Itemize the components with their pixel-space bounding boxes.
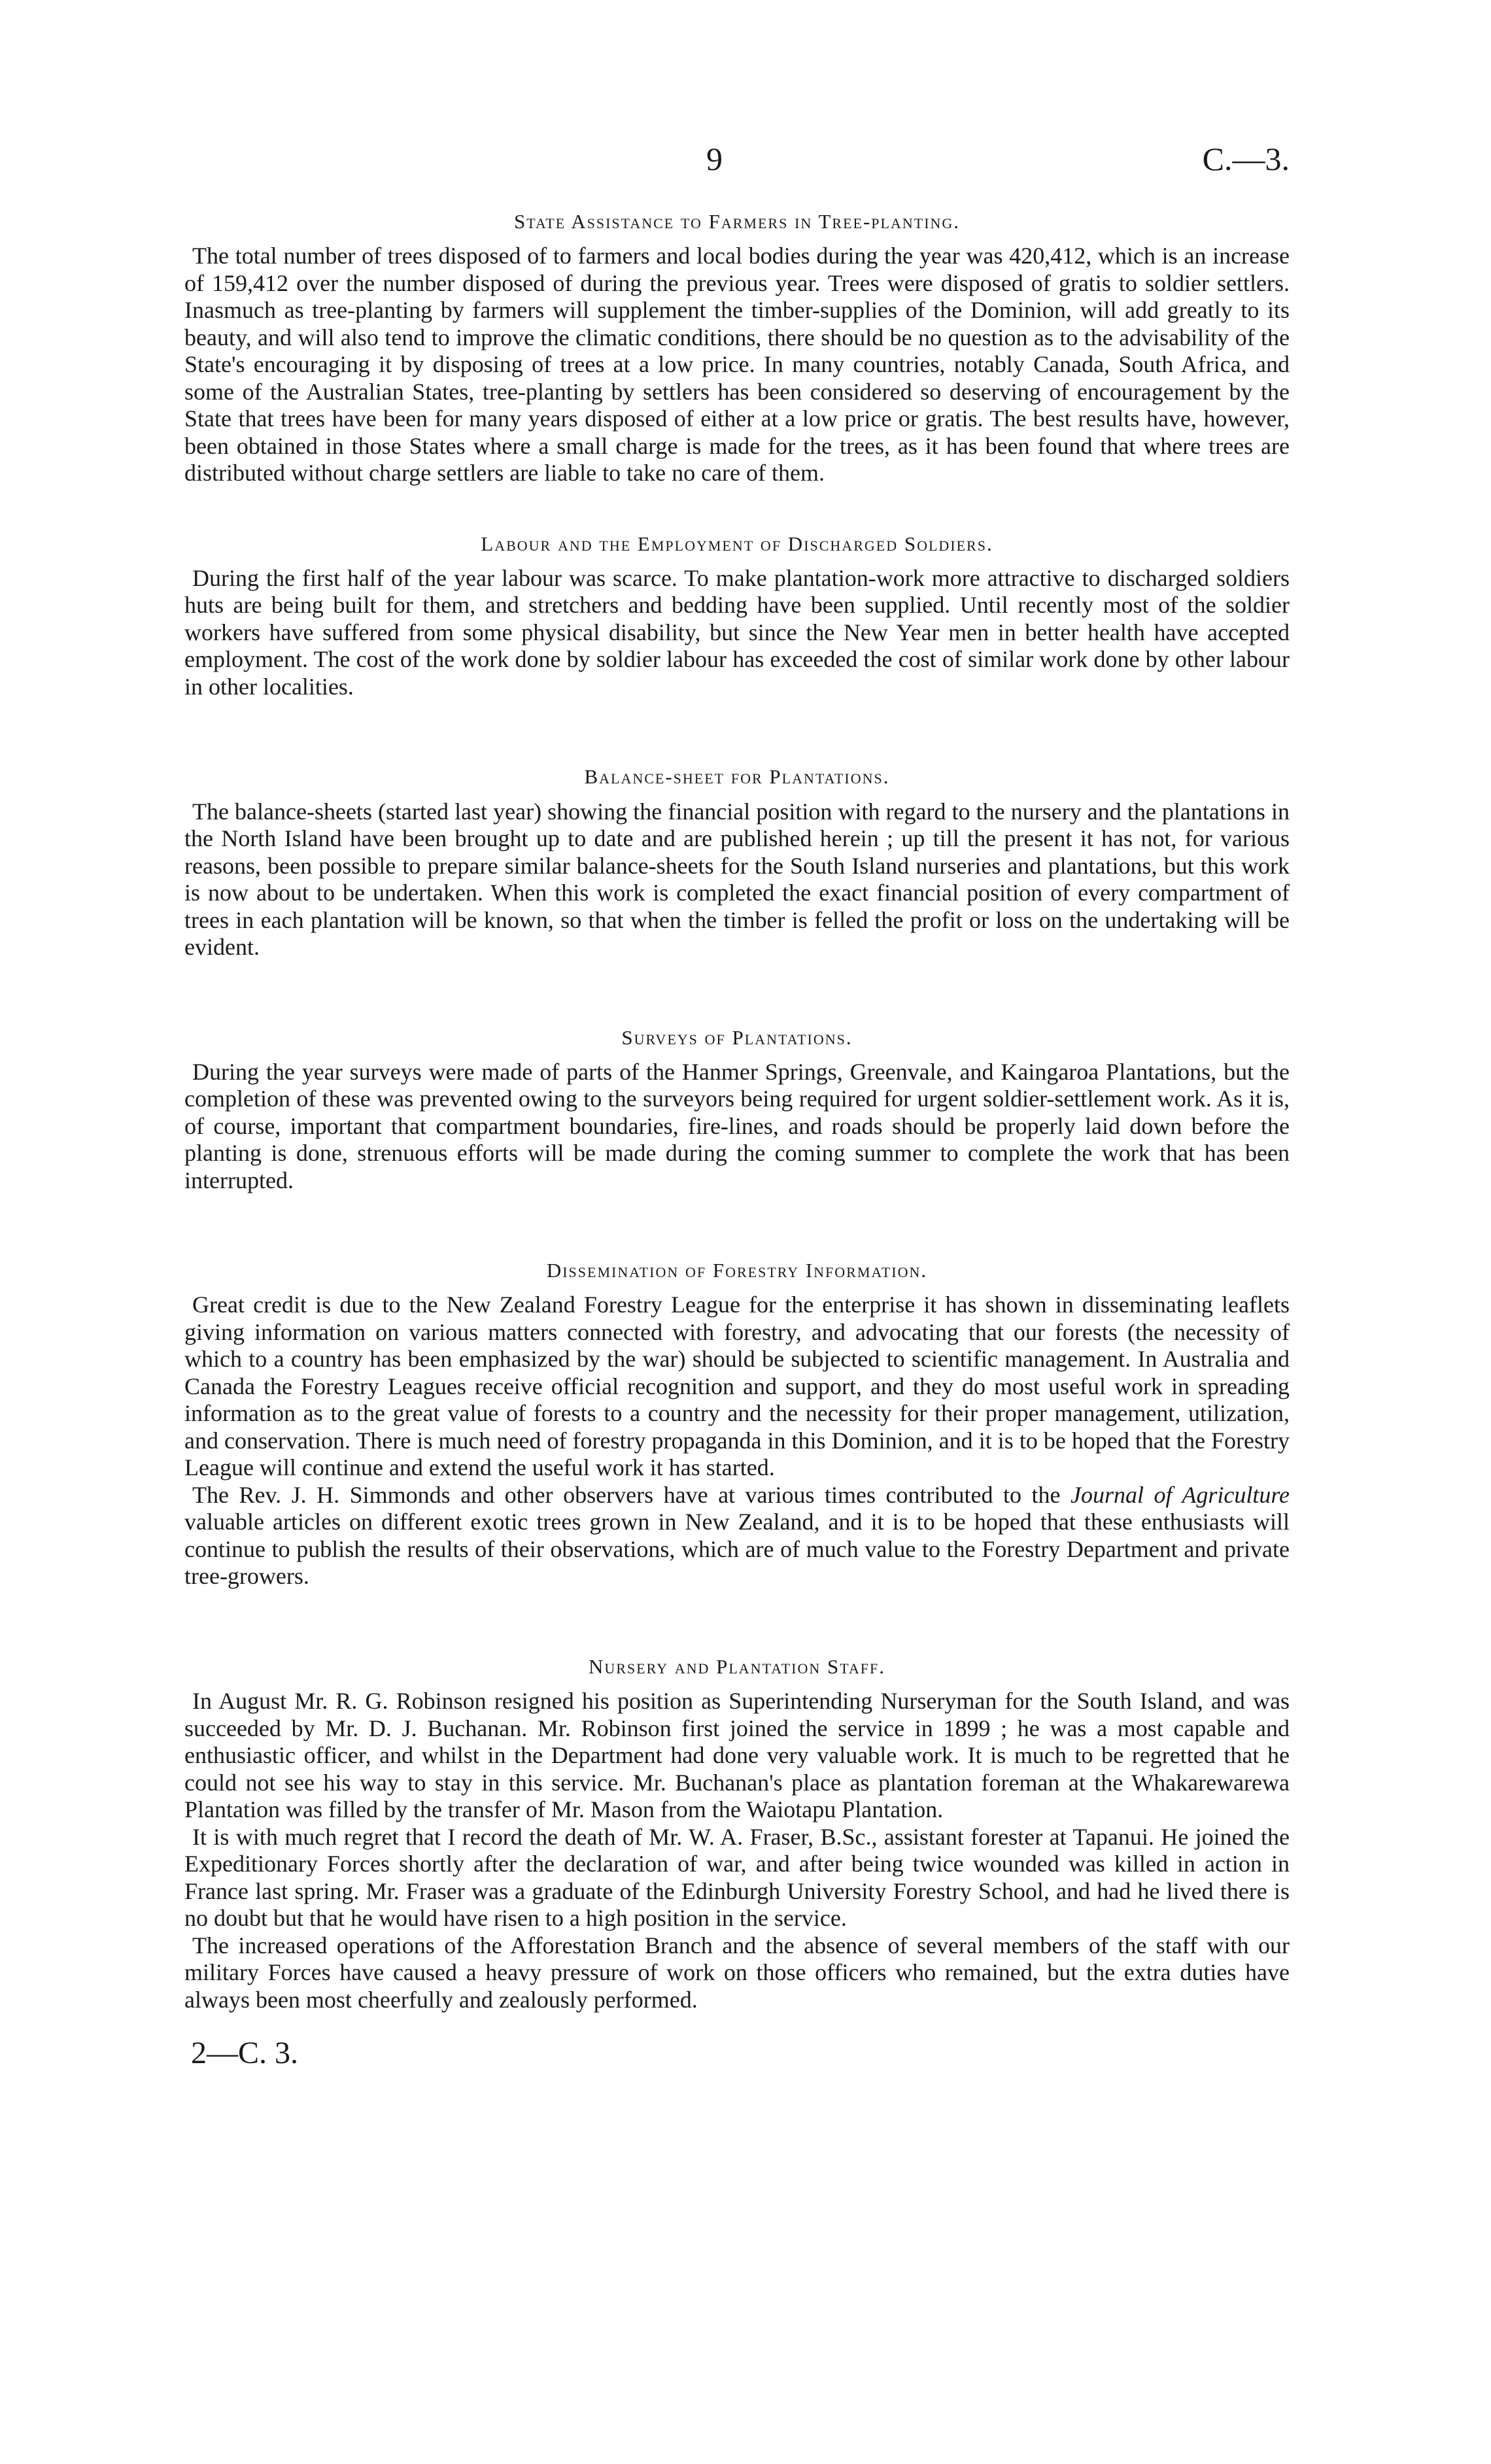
- paragraph-rev-simmonds: [184, 1482, 1290, 1590]
- section-labour: [184, 532, 1290, 701]
- paragraph: It is with much regret that I record the death of Mr. W. A. Fraser, B.Sc., assistant forester at Tapanui. He joined the Expeditionary Forces shortly after the declaration of war, and after being twice wounded was killed in action in France last spring. Mr. Fraser was a graduate of the Edinburgh University Forestry School, and had he lived there is no doubt but that he would have risen to a high position in the service.: [184, 1823, 1290, 1932]
- section-heading: Nursery and Plantation Staff.: [588, 1654, 886, 1678]
- text-span: valuable articles on different exotic trees grown in New Zealand, and it is to be hoped that these enthusiasts will continue to publish the results of their observations, which are of much value to the Forestry Department and private tree-growers.: [184, 1509, 1290, 1590]
- page-signature: 2—C. 3.: [191, 2036, 299, 2071]
- section-heading: State Assistance to Farmers in Tree-planting.: [513, 210, 961, 233]
- section-heading: Balance-sheet for Plantations.: [584, 765, 890, 789]
- section-heading: Surveys of Plantations.: [621, 1025, 853, 1049]
- paragraph: During the year surveys were made of parts of the Hanmer Springs, Greenvale, and Kaingaroa Plantations, but the completion of these was prevented owing to the surveyors being required for urgent soldier-settlement work. As it is, of course, important that compartment boundaries, fire-lines, and roads should be properly laid down before the planting is done, strenuous efforts will be made during the coming summer to complete the work that has been interrupted.: [184, 1058, 1290, 1193]
- page-reference: C.—3.: [1202, 141, 1290, 177]
- paragraph: Great credit is due to the New Zealand Forestry League for the enterprise it has shown in disseminating leaflets giving information on various matters connected with forestry, and advocating that our forests (the necessity of which to a country has been emphasized by the war) should be subjected to scientific management. In Australia and Canada the Forestry Leagues receive official recognition and support, and they do most useful work in spreading information as to the great value of forests to a country and the necessity for their proper management, utilization, and conservation. There is much need of forestry propaganda in this Dominion, and it is to be hoped that the Forestry League will continue and extend the useful work it has started.: [184, 1292, 1290, 1481]
- paragraph: The increased operations of the Afforestation Branch and the absence of several members of the staff with our military Forces have caused a heavy pressure of work on those officers who remained, but the extra duties have always been most cheerfully and zealously performed.: [184, 1932, 1290, 2013]
- section-heading: Dissemination of Forestry Information.: [546, 1259, 928, 1282]
- section-balance-sheet: [184, 764, 1290, 961]
- text-span: The Rev. J. H. Simmonds and other observers have at various times contributed to the: [192, 1481, 1071, 1508]
- page-number: 9: [706, 141, 723, 177]
- section-staff: [184, 1654, 1290, 2013]
- journal-title: Journal of Agriculture: [1071, 1481, 1290, 1508]
- paragraph: The balance-sheets (started last year) showing the financial position with regard to the nursery and the plantations in the North Island have been brought up to date and are published herein ; up till the present it has not, for various reasons, been possible to prepare similar balance-sheets for the South Island nurseries and plantations, but this work is now about to be undertaken. When this work is completed the exact financial position of every compartment of trees in each plantation will be known, so that when the timber is felled the profit or loss on the undertaking will be evident.: [184, 798, 1290, 961]
- document-body: [184, 209, 1290, 2072]
- paragraph: The total number of trees disposed of to farmers and local bodies during the year was 420,412, which is an increase of 159,412 over the number disposed of during the previous year. Trees were disposed of gratis to soldier settlers. Inasmuch as tree-planting by farmers will supplement the timber-supplies of the Dominion, will add greatly to its beauty, and will also tend to improve the climatic conditions, there should be no question as to the advisability of the State's encouraging it by disposing of trees at a low price. In many countries, notably Canada, South Africa, and some of the Australian States, tree-planting by settlers has been considered so deserving of encouragement by the State that trees have been for many years disposed of either at a low price or gratis. The best results have, however, been obtained in those States where a small charge is made for the trees, as it has been found that where trees are distributed without charge settlers are liable to take no care of them.: [184, 243, 1290, 487]
- paragraph: In August Mr. R. G. Robinson resigned his position as Superintending Nurseryman for the South Island, and was succeeded by Mr. D. J. Buchanan. Mr. Robinson first joined the service in 1899 ; he was a most capable and enthusiastic officer, and whilst in the Department had done very valuable work. It is much to be regretted that he could not see his way to stay in this service. Mr. Buchanan's place as plantation foreman at the Whakarewarewa Plantation was filled by the transfer of Mr. Mason from the Waiotapu Plantation.: [184, 1688, 1290, 1823]
- paragraph: During the first half of the year labour was scarce. To make plantation-work more attractive to discharged soldiers huts are being built for them, and stretchers and bedding have been supplied. Until recently most of the soldier workers have suffered from some physical disability, but since the New Year men in better health have accepted employment. The cost of the work done by soldier labour has exceeded the cost of similar work done by other labour in other localities.: [184, 564, 1290, 700]
- section-heading: Labour and the Employment of Discharged Soldiers.: [481, 532, 993, 555]
- section-surveys: [184, 1025, 1290, 1195]
- section-dissemination: [184, 1258, 1290, 1590]
- section-tree-planting: [184, 209, 1290, 487]
